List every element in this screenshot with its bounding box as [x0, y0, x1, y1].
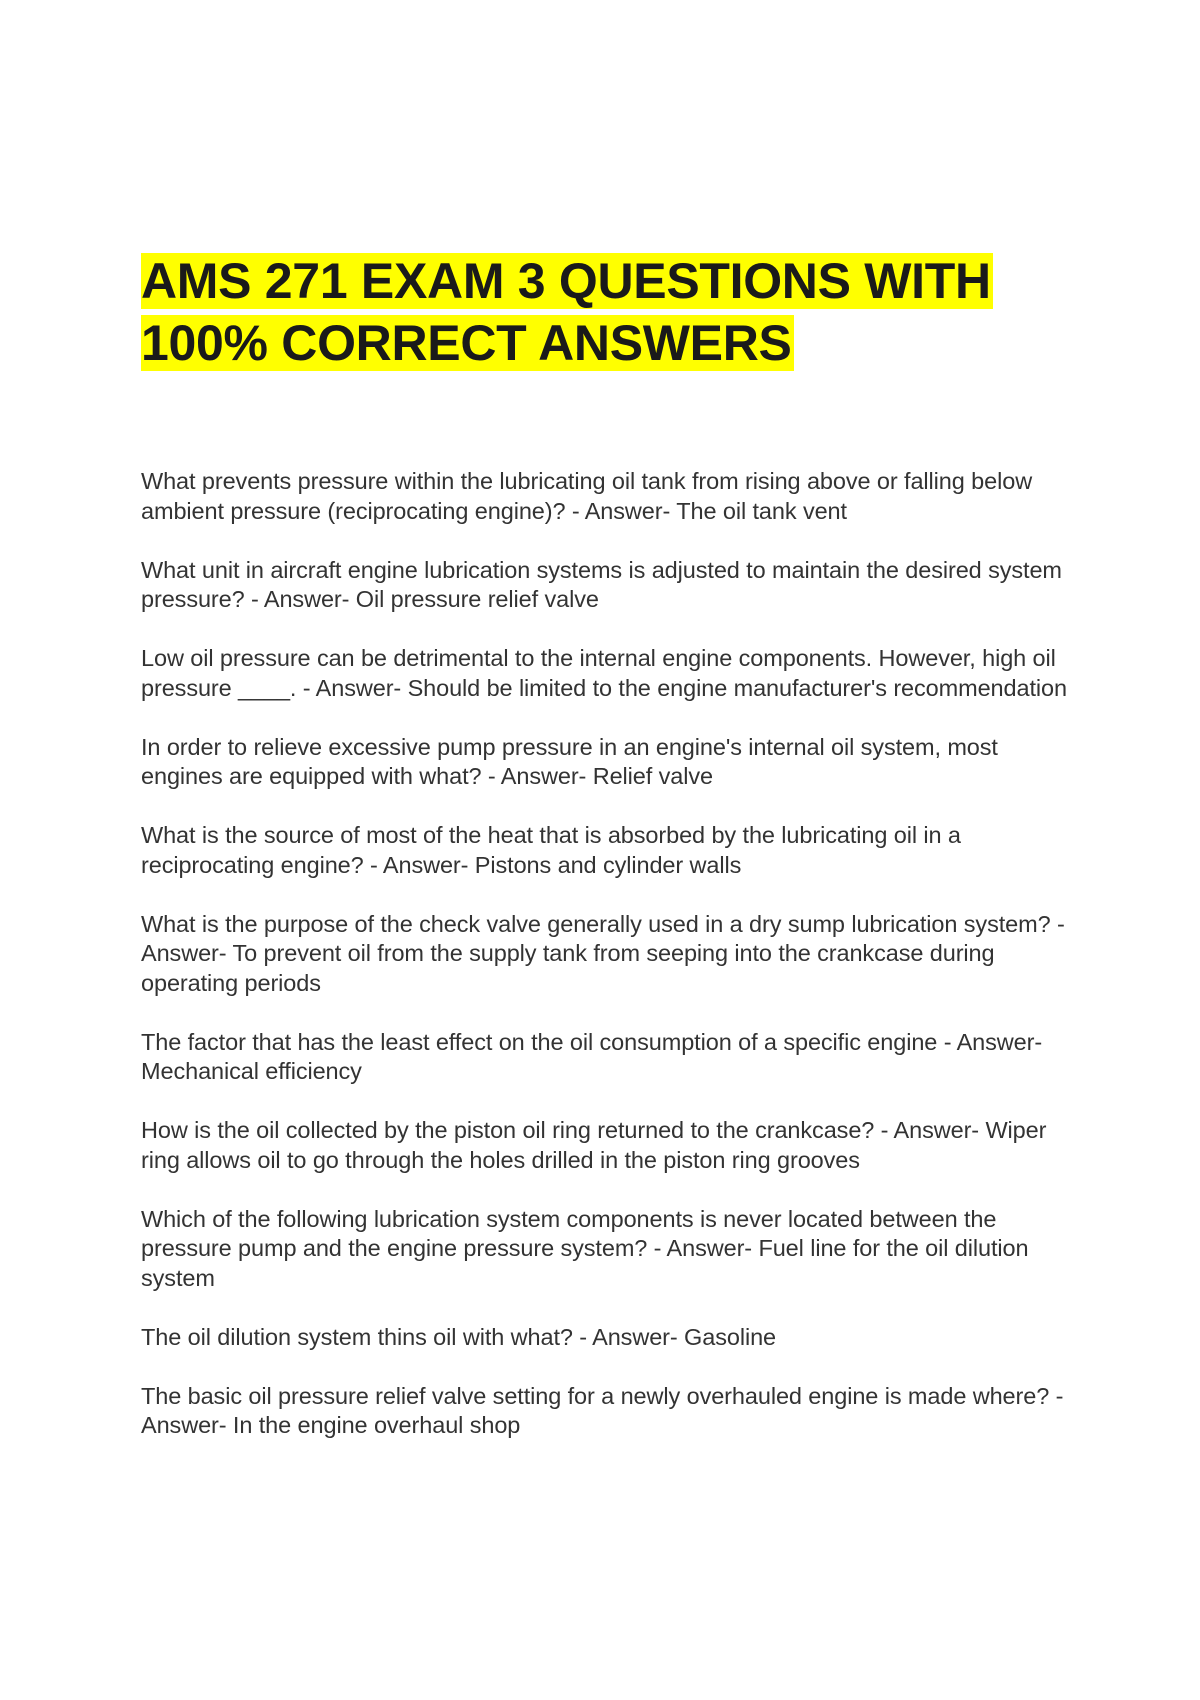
qa-item: The factor that has the least effect on the oil consumption of a specific engine - Answer- Mechanical efficiency — [141, 1028, 1043, 1084]
title-highlight: AMS 271 EXAM 3 QUESTIONS WITH 100% CORRECT ANSWERS — [141, 253, 991, 371]
qa-item: Low oil pressure can be detrimental to the internal engine components. However, high oil pressure ____. - Answer- Should be limited to the engine manufacturer's recommendation — [141, 645, 1067, 701]
qa-item: What unit in aircraft engine lubrication systems is adjusted to maintain the desired system pressure? - Answer- Oil pressure relief valve — [141, 556, 1062, 612]
qa-item: How is the oil collected by the piston oil ring returned to the crankcase? - Answer- Wiper ring allows oil to go through the holes drilled in the piston ring grooves — [141, 1117, 1047, 1173]
qa-item: What prevents pressure within the lubricating oil tank from rising above or falling below ambient pressure (reciprocating engine)? - Answer- The oil tank vent — [141, 468, 1033, 524]
qa-item: The basic oil pressure relief valve setting for a newly overhauled engine is made where? - Answer- In the engine overhaul shop — [141, 1382, 1064, 1438]
document-title — [141, 250, 1101, 374]
qa-item: Which of the following lubrication system components is never located between the pressure pump and the engine pressure system? - Answer- Fuel line for the oil dilution system — [141, 1205, 1029, 1291]
qa-item: In order to relieve excessive pump pressure in an engine's internal oil system, most engines are equipped with what? - Answer- Relief valve — [141, 733, 998, 789]
qa-item: What is the source of most of the heat that is absorbed by the lubricating oil in a reciprocating engine? - Answer- Pistons and cylinder walls — [141, 822, 961, 878]
qa-item: The oil dilution system thins oil with what? - Answer- Gasoline — [141, 1323, 777, 1350]
qa-item: What is the purpose of the check valve generally used in a dry sump lubrication system? - Answer- To prevent oil from the supply tank from seeping into the crankcase during operating periods — [141, 910, 1065, 996]
qa-list — [141, 467, 1071, 1470]
